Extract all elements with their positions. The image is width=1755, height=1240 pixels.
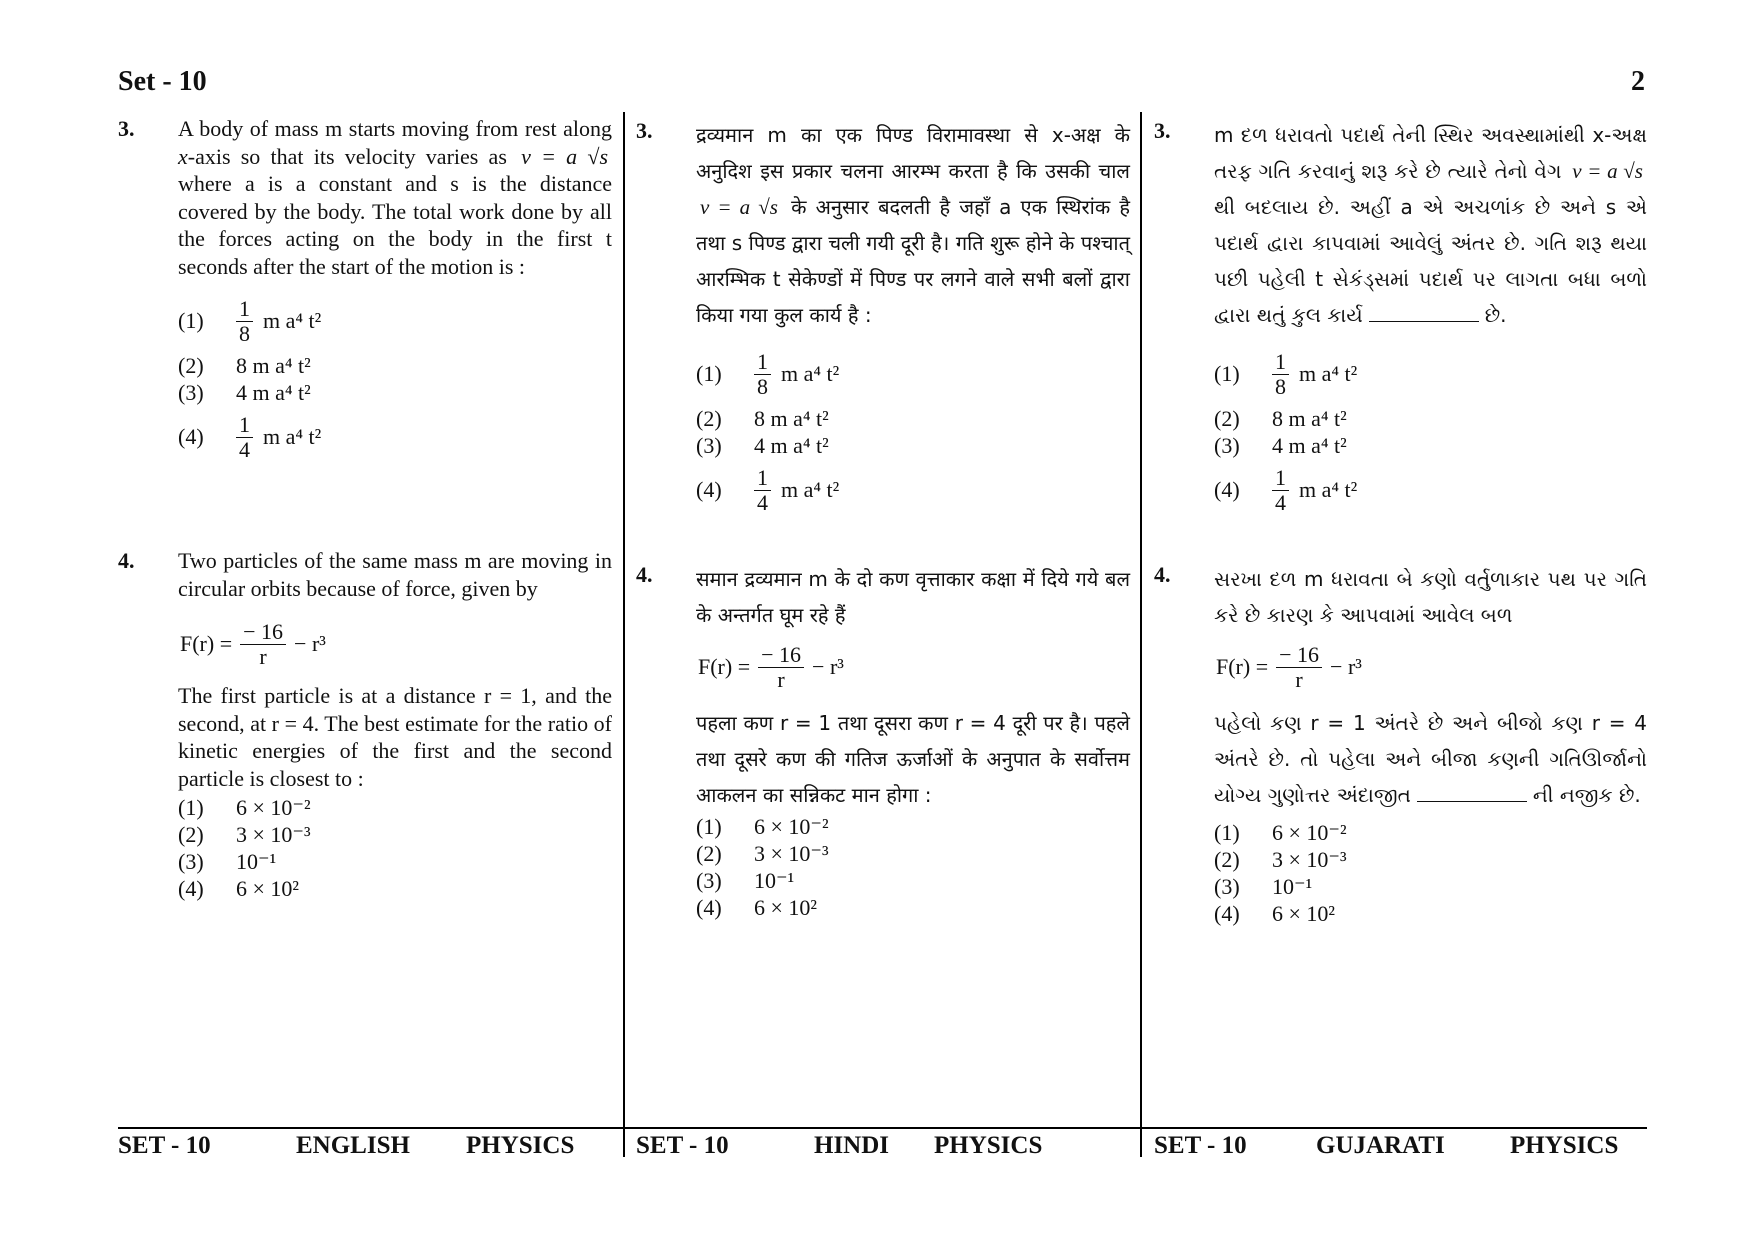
question-text: पहला कण r = 1 तथा दूसरा कण r = 4 दूरी पर है। पहले तथा दूसरे कण की गतिज ऊर्जाओं के अनुपात के सर्वोत्तम आकलन का सन्निकट मान होगा : <box>696 711 1130 807</box>
question-text: The first particle is at a distance r = 1, and the second, at r = 4. The best estimate for the ratio of kinetic energies of the first and the second particle is closest to : <box>178 683 612 791</box>
option-3: (3) 4 m a⁴ t² <box>1214 432 1347 458</box>
footer-subject: PHYSICS <box>1510 1132 1619 1159</box>
fraction: $\frac{- 16}{r}$ <box>1276 643 1322 692</box>
question-text: Two particles of the same mass m are moving in circular orbits because of force, given by <box>178 548 612 601</box>
footer-set: SET - 10 <box>636 1132 729 1159</box>
footer-subject: PHYSICS <box>466 1132 575 1159</box>
velocity-formula: v = a √s <box>521 143 609 169</box>
option-4: (4) $\frac{1}{4}$ m a⁴ t² <box>696 464 840 515</box>
fraction: $\frac{1}{4}$ <box>1272 466 1289 515</box>
footer-language: HINDI <box>814 1132 890 1159</box>
velocity-formula: v = a √s <box>700 195 778 219</box>
footer-language: ENGLISH <box>296 1132 410 1159</box>
answer-blank <box>1417 800 1527 802</box>
option-4: (4) 6 × 10² <box>696 894 818 920</box>
question-text: A body of mass m starts moving from rest along x-axis so that its velocity varies as v = a √s where a is a constant and s is the distance covered by the body. The total work done by all the forces acting on the body in the first t seconds after the start of the motion is : <box>178 116 612 279</box>
fraction: $\frac{1}{4}$ <box>754 466 771 515</box>
option-4: (4) 6 × 10² <box>178 875 300 901</box>
question-number: 3. <box>636 118 653 143</box>
option-1: (1) 6 × 10⁻² <box>1214 819 1347 845</box>
question-text: સરખા દળ m ધરાવતા બે કણો વર્તુળાકાર પથ પર ગતિ કરે છે કારણ કે આપવામાં આવેલ બળ <box>1214 567 1647 627</box>
options-list <box>178 794 612 902</box>
gujarati-column <box>1154 115 1647 1125</box>
column-divider <box>623 112 625 1157</box>
option-2: (2) 3 × 10⁻³ <box>178 821 311 847</box>
footer-set: SET - 10 <box>1154 1132 1247 1159</box>
page-number: 2 <box>1631 66 1645 97</box>
page-header <box>118 66 1645 106</box>
fraction: $\frac{- 16}{r}$ <box>758 643 804 692</box>
question-number: 4. <box>1154 562 1171 587</box>
question-number: 3. <box>1154 118 1171 143</box>
column-divider <box>1140 112 1142 1157</box>
fraction: $\frac{1}{8}$ <box>1272 350 1289 399</box>
option-1: (1) $\frac{1}{8}$ m a⁴ t² <box>178 295 322 346</box>
options-list <box>696 343 1130 521</box>
footer-set: SET - 10 <box>118 1132 211 1159</box>
option-4: (4) $\frac{1}{4}$ m a⁴ t² <box>1214 464 1358 515</box>
set-title: Set - 10 <box>118 66 207 97</box>
options-list <box>1214 343 1647 521</box>
option-4: (4) 6 × 10² <box>1214 900 1336 926</box>
option-2: (2) 3 × 10⁻³ <box>1214 846 1347 872</box>
options-list <box>178 290 612 468</box>
fraction: $\frac{- 16}{r}$ <box>240 620 286 669</box>
footer-subject: PHYSICS <box>934 1132 1043 1159</box>
option-1: (1) $\frac{1}{8}$ m a⁴ t² <box>1214 348 1358 399</box>
question-number: 4. <box>118 548 135 573</box>
option-1: (1) $\frac{1}{8}$ m a⁴ t² <box>696 348 840 399</box>
option-3: (3) 10⁻¹ <box>1214 873 1313 899</box>
question-text: द्रव्यमान m का एक पिण्ड विरामावस्था से x-अक्ष के अनुदिश इस प्रकार चलना आरम्भ करता है कि उसकी चाल v = a √s के अनुसार बदलती है जहाँ a एक स्थिरांक है तथा s पिण्ड द्वारा चली गयी दूरी है। गति शुरू होने के पश्चात् आरम्भिक t सेकेण्डों में पिण्ड पर लगने वाले सभी बलों द्वारा किया गया कुल कार्य है : <box>696 123 1130 327</box>
fraction: $\frac{1}{8}$ <box>236 297 253 346</box>
question-text: પહેલો કણ r = 1 અંતરે છે અને બીજો કણ r = 4 અંતરે છે. તો પહેલા અને બીજા કણની ગતિઊર્જાનો યોગ્ય ગુણોત્તર અંદાજીત ની નજીક છે. <box>1214 711 1647 807</box>
option-3: (3) 4 m a⁴ t² <box>696 432 829 458</box>
force-equation: F(r) = $\frac{- 16}{r}$ − r³ <box>1216 641 1362 692</box>
option-2: (2) 8 m a⁴ t² <box>1214 405 1347 431</box>
question-text: m દળ ધરાવતો પદાર્થ તેની સ્થિર અવસ્થામાંથી x-અક્ષ તરફ ગતિ કરવાનું શરૂ કરે છે ત્યારે તેનો વેગ v = a √s થી બદલાય છે. અહીં a એ અચળાંક છે અને s એ પદાર્થ દ્વારા કાપવામાં આવેલું અંતર છે. ગતિ શરૂ થયા પછી પહેલી t સેકંડ્સમાં પદાર્થ પર લાગતા બધા બળો દ્વારા થતું કુલ કાર્ય છે. <box>1214 123 1647 327</box>
question-number: 3. <box>118 116 135 141</box>
force-equation: F(r) = $\frac{- 16}{r}$ − r³ <box>180 618 326 669</box>
footer-gujarati <box>1154 1128 1649 1164</box>
force-equation: F(r) = $\frac{- 16}{r}$ − r³ <box>698 641 844 692</box>
option-3: (3) 10⁻¹ <box>178 848 277 874</box>
velocity-formula: v = a √s <box>1572 159 1643 183</box>
fraction: $\frac{1}{4}$ <box>236 413 253 462</box>
option-2: (2) 8 m a⁴ t² <box>178 352 311 378</box>
option-1: (1) 6 × 10⁻² <box>178 794 311 820</box>
footer-language: GUJARATI <box>1316 1132 1445 1159</box>
option-2: (2) 3 × 10⁻³ <box>696 840 829 866</box>
options-list <box>1214 819 1647 927</box>
answer-blank <box>1369 320 1479 322</box>
option-3: (3) 4 m a⁴ t² <box>178 379 311 405</box>
option-1: (1) 6 × 10⁻² <box>696 813 829 839</box>
question-number: 4. <box>636 562 653 587</box>
options-list <box>696 813 1130 921</box>
fraction: $\frac{1}{8}$ <box>754 350 771 399</box>
hindi-column <box>636 115 1130 1125</box>
question-text: समान द्रव्यमान m के दो कण वृत्ताकार कक्षा में दिये गये बल के अन्तर्गत घूम रहे हैं <box>696 567 1130 627</box>
option-2: (2) 8 m a⁴ t² <box>696 405 829 431</box>
footer-hindi <box>636 1128 1136 1164</box>
footer-english <box>118 1128 618 1164</box>
option-3: (3) 10⁻¹ <box>696 867 795 893</box>
option-4: (4) $\frac{1}{4}$ m a⁴ t² <box>178 411 322 462</box>
english-column <box>118 115 612 1125</box>
